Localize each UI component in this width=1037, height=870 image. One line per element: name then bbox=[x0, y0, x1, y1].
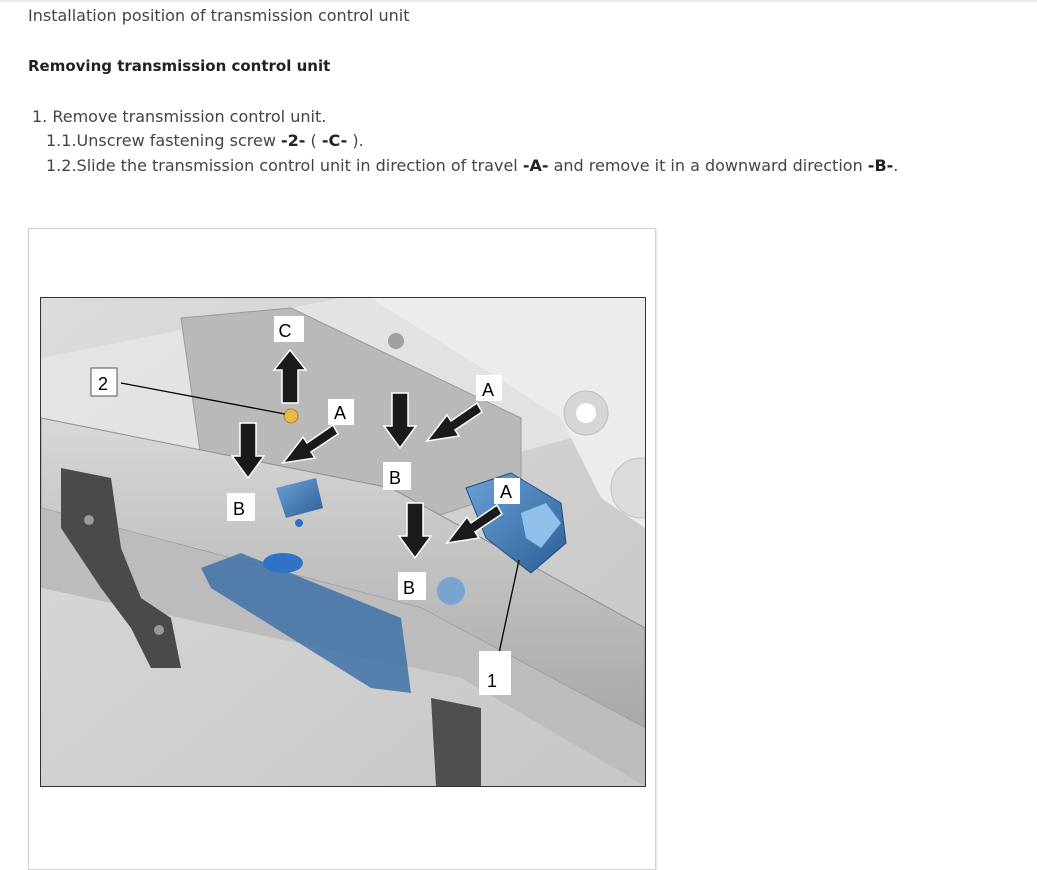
label-1: 1 bbox=[486, 671, 498, 691]
step-1-2-end: . bbox=[893, 156, 899, 175]
bracket-hole-1 bbox=[84, 515, 94, 525]
step-1-1 bbox=[46, 131, 364, 150]
page-title: Installation position of transmission control unit bbox=[28, 6, 410, 25]
blue-dot bbox=[295, 519, 303, 527]
hole-right-inner bbox=[576, 403, 596, 423]
bracket-hole-2 bbox=[154, 625, 164, 635]
step-1-1-end: ). bbox=[347, 131, 364, 150]
ref-screw-2: -2- bbox=[281, 131, 306, 150]
label-a3: A bbox=[499, 482, 513, 502]
ref-b: -B- bbox=[867, 156, 894, 175]
label-2: 2 bbox=[97, 374, 109, 394]
step-1: 1. Remove transmission control unit. bbox=[32, 107, 327, 126]
label-b3: B bbox=[402, 578, 416, 598]
blue-boss bbox=[263, 553, 303, 573]
step-1-2-text: 1.2.Slide the transmission control unit in direction of travel bbox=[46, 156, 523, 175]
label-c: C bbox=[278, 321, 292, 341]
step-1-2-mid: and remove it in a downward direction bbox=[548, 156, 868, 175]
section-heading: Removing transmission control unit bbox=[28, 57, 331, 75]
label-b2: B bbox=[388, 468, 402, 488]
plate-hole bbox=[388, 333, 404, 349]
illustration bbox=[40, 297, 646, 787]
label-b1: B bbox=[232, 499, 246, 519]
blue-hole bbox=[437, 577, 465, 605]
right-bracket bbox=[431, 698, 481, 786]
top-shadow bbox=[0, 0, 1037, 3]
step-1-1-text: 1.1.Unscrew fastening screw bbox=[46, 131, 281, 150]
ref-a: -A- bbox=[522, 156, 549, 175]
label-a2: A bbox=[481, 380, 495, 400]
label-a1: A bbox=[333, 403, 347, 423]
step-1-2 bbox=[46, 156, 898, 175]
step-1-1-mid: ( bbox=[305, 131, 322, 150]
ref-c: -C- bbox=[321, 131, 348, 150]
fastening-screw bbox=[284, 409, 298, 423]
